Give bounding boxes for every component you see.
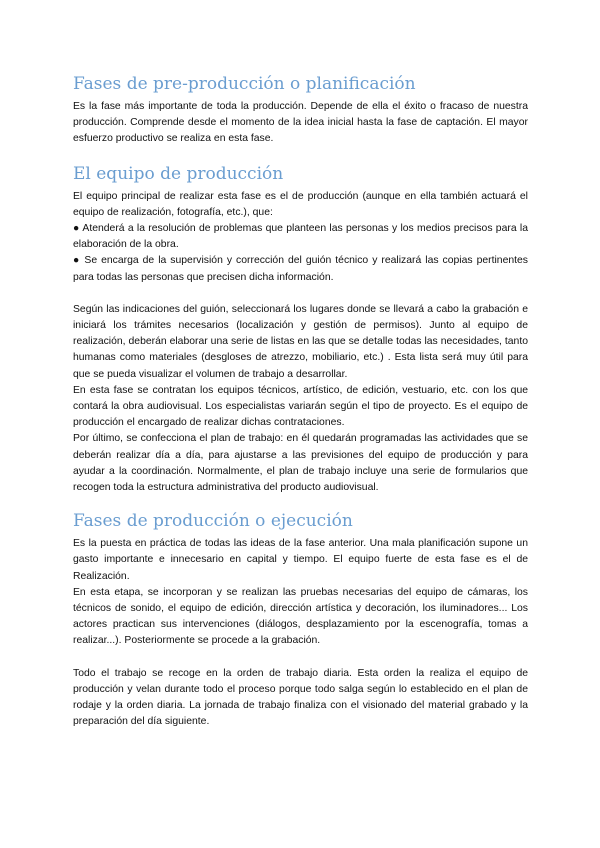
heading-preproduccion: Fases de pre-producción o planificación (73, 74, 416, 94)
produccion-paragraph-2: En esta etapa, se incorporan y se realizan las pruebas necesarias del equipo de cámaras, los técnicos de sonido, el equipo de edición, dirección artística y decoración, los iluminadores... Los actores practican sus intervenciones (diálogos, desplazamiento por la escenografía, tomas a realizar...). Posteriormente se procede a la grabación. (73, 586, 528, 647)
equipo-paragraph-3: Por último, se confecciona el plan de trabajo: en él quedarán programadas las actividades que se deberán realizar día a día, para ajustarse a las previsiones del equipo de producción y para ayudar a la coordinación. Normalmente, el plan de trabajo incluye una serie de formularios que recogen toda la estructura administrativa del producto audiovisual. (73, 433, 528, 494)
paragraph-spacer (73, 650, 528, 666)
produccion-paragraph-1: Es la puesta en práctica de todas las ideas de la fase anterior. Una mala planificación supone un gasto importante e innecesario en capital y tiempo. El equipo fuerte de esta fase es el de Realización. (73, 538, 528, 582)
heading-equipo: El equipo de producción (73, 163, 284, 184)
equipo-paragraph-1: Según las indicaciones del guión, seleccionará los lugares donde se llevará a cabo la grabación e iniciará los trámites necesarios (localización y gestión de permisos). Junto al equipo de realización, deberán elaborar una serie de listas en las que se detalle todas las necesidades, tanto humanas como materiales (desgloses de atrezzo, mobiliario, etc.) . Esta lista será muy útil para que se pueda visualizar el volumen de trabajo a desarrollar. (73, 303, 528, 380)
produccion-paragraph-3: Todo el trabajo se recoge en la orden de trabajo diaria. Esta orden la realiza el equipo de producción y velan durante todo el proceso porque todo salga según lo establecido en el plan de rodaje y la orden diaria. La jornada de trabajo finaliza con el visionado del material grabado y la preparación del día siguiente. (73, 667, 528, 728)
equipo-paragraph-2: En esta fase se contratan los equipos técnicos, artístico, de edición, vestuario, etc. con los que contará la obra audiovisual. Los especialistas variarán según el tipo de proyecto. Es el equipo de producción el encargado de realizar dichas contrataciones. (73, 384, 528, 429)
document-body (73, 72, 528, 731)
heading-produccion: Fases de producción o ejecución (73, 511, 353, 532)
preproduccion-paragraph-1: Es la fase más importante de toda la producción. Depende de ella el éxito o fracaso de nuestra producción. Comprende desde el momento de la idea inicial hasta la fase de captación. El mayor esfuerzo productivo se realiza en esta fase. (73, 101, 528, 145)
equipo-bullet-1: ● Atenderá a la resolución de problemas que planteen las personas y los medios precisos para la elaboración de la obra. (73, 223, 528, 251)
equipo-bullet-2: ● Se encarga de la supervisión y corrección del guión técnico y realizará las copias pertinentes para todas las personas que precisen dicha información. (73, 255, 528, 283)
equipo-intro: El equipo principal de realizar esta fase es el de producción (aunque en ella también actuará el equipo de realización, fotografía, etc.), que: (73, 190, 528, 218)
paragraph-spacer (73, 286, 528, 302)
